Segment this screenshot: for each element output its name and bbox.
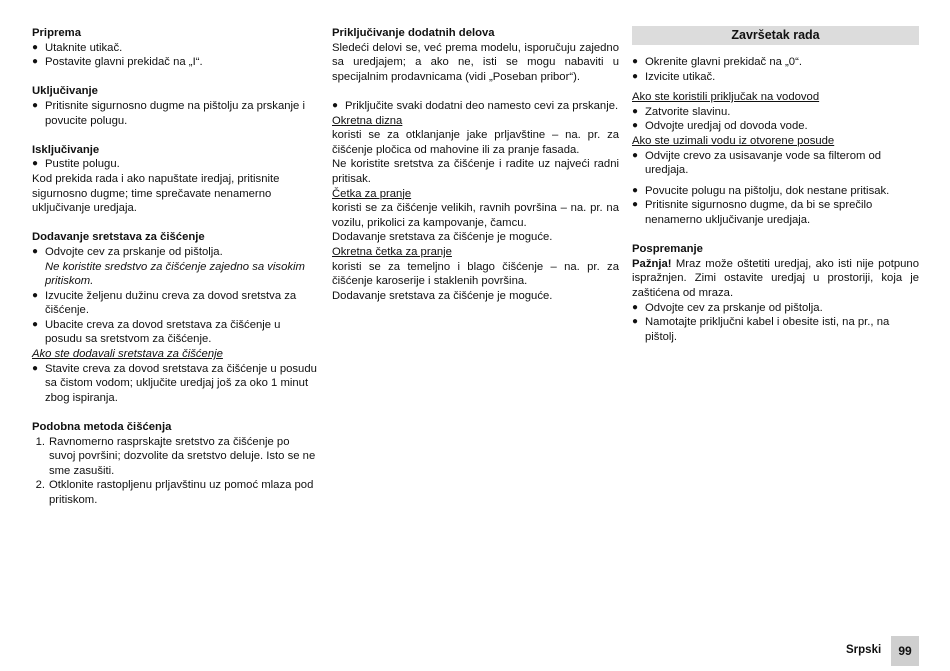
paragraph-iskljucivanje: Kod prekida rada i ako napuštate iredjaj, pritisnite sigurnosno dugme; time sprečavate nenamerno uključivanje uredjaja. xyxy=(32,172,280,215)
page-number: 99 xyxy=(891,636,919,666)
list-item: ● Postavite glavni prekidač na „I“. xyxy=(32,56,203,69)
heading-podobna: Podobna metoda čišćenja xyxy=(32,421,172,434)
bullet-dot-icon: ● xyxy=(632,301,639,313)
list-item: 1. Ravnomerno rasprskajte sretstvo za čišćenje po suvoj površini; dozvolite da sretstvo deluje. Isto se ne sme zasušiti. xyxy=(35,435,316,477)
section-title-zavrsetak: Završetak rada xyxy=(632,26,919,45)
list-item: ● Pustite polugu. xyxy=(32,158,120,171)
list-item: ● Odvojte uredjaj od dovoda vode. xyxy=(632,120,808,133)
paragraph-okretna-cetka-2: Dodavanje sretstava za čišćenje je moguće. xyxy=(332,289,553,302)
list-item: ● Izvucite željenu dužinu creva za dovod sretstva za čišćenje. xyxy=(32,289,297,317)
list-item: ● Odvijte crevo za usisavanje vode sa filterom od uredjaja. xyxy=(632,149,882,177)
paragraph-dizna-2: Ne koristite sretstva za čišćenje i radite uz najveći radni pritisak. xyxy=(332,158,619,185)
list-item: ● Priključite svaki dodatni deo namesto cevi za prskanje. xyxy=(332,99,619,112)
subheading-vodovod: Ako ste koristili priključak na vodovod xyxy=(632,91,820,104)
bullet-dot-icon: ● xyxy=(632,199,639,211)
heading-prikljucivanje: Priključivanje dodatnih delova xyxy=(332,27,495,39)
subheading-okretna-cetka: Okretna četka za pranje xyxy=(332,245,452,258)
list-item: ● Povucite polugu na pištolju, dok nestane pritisak. xyxy=(632,184,890,197)
subheading-dizna: Okretna dizna xyxy=(332,114,403,127)
bullet-dot-icon: ● xyxy=(32,289,39,301)
bullet-dot-icon: ● xyxy=(32,41,39,53)
warning-label: Pažnja! xyxy=(632,257,672,270)
bullet-dot-icon: ● xyxy=(632,70,639,82)
bullet-dot-icon: ● xyxy=(632,184,639,196)
heading-iskljucivanje: Isključivanje xyxy=(32,143,100,156)
bullet-dot-icon: ● xyxy=(632,316,639,328)
subheading-cetka: Četka za pranje xyxy=(332,187,412,200)
column-right xyxy=(632,26,919,344)
heading-pospremanje: Pospremanje xyxy=(632,243,703,256)
bullet-dot-icon: ● xyxy=(632,56,639,67)
list-item: ● Pritisnite sigurnosno dugme na pištolju za prskanje i povucite polugu. xyxy=(32,99,305,127)
heading-dodavanje: Dodavanje sretstava za čišćenje xyxy=(32,231,205,244)
list-item: ● Stavite creva za dovod sretstava za čišćenje u posudu sa čistom vodom; uključite uredjaj još za oko 1 minut zbog ispiranja. xyxy=(32,362,317,404)
paragraph-okretna-cetka-1: koristi se za temeljno i blago čišćenje – na. pr. za čišćenje karoserije i staklenih površina. xyxy=(332,260,619,288)
column-left xyxy=(32,26,317,508)
list-item: ● Odvojte cev za prskanje od pištolja. xyxy=(32,245,223,258)
subheading-posuda: Ako ste uzimali vodu iz otvorene posude xyxy=(632,134,835,147)
bullet-dot-icon: ● xyxy=(632,149,639,161)
bullet-dot-icon: ● xyxy=(632,120,639,132)
note-dodavanje: Ne koristite sredstvo za čišćenje zajedno sa visokim pritiskom. xyxy=(45,260,305,288)
bullet-dot-icon: ● xyxy=(632,105,639,117)
list-item: ● Pritisnite sigurnosno dugme, da bi se sprečilo nenamerno uključivanje uredjaja. xyxy=(632,199,873,226)
paragraph-cetka-2: Dodavanje sretstava za čišćenje je moguće. xyxy=(332,231,553,244)
bullet-dot-icon: ● xyxy=(32,318,39,330)
bullet-dot-icon: ● xyxy=(32,158,39,170)
bullet-dot-icon: ● xyxy=(32,56,39,68)
list-item: ● Odvojte cev za prskanje od pištolja. xyxy=(632,301,823,314)
heading-priprema: Priprema xyxy=(32,27,81,39)
bullet-dot-icon: ● xyxy=(32,362,39,374)
column-middle xyxy=(332,26,619,303)
list-item: ● Izvicite utikač. xyxy=(632,70,716,83)
list-item: ● Ubacite creva za dovod sretstava za čišćenje u posudu sa sretstvom za čišćenje. xyxy=(32,318,281,346)
heading-ukljucivanje: Uključivanje xyxy=(32,85,98,98)
paragraph-dizna-1: koristi se za otklanjanje jake prljavštine – na. pr. za čišćenje pločica od mahovine ili za pranje fasada. xyxy=(332,129,619,156)
footer-language: Srpski xyxy=(846,644,882,656)
list-item: ● Namotajte priključni kabel i obesite isti, na pr., na pištolj. xyxy=(632,316,890,343)
list-item: 2. Otklonite rastopljenu prljavštinu uz pomoć mlaza pod pritiskom. xyxy=(35,479,314,506)
paragraph-cetka-1: koristi se za čišćenje velikih, ravnih površina – na. pr. na vozilu, prikolici za kampovanje, čamcu. xyxy=(332,202,619,229)
subheading-dodavanje: Ako ste dodavali sretstava za čišćenje xyxy=(32,348,223,361)
list-item: ● Okrenite glavni prekidač na „0“. xyxy=(632,56,802,68)
bullet-dot-icon: ● xyxy=(332,99,339,111)
paragraph-warning: Pažnja! Mraz može oštetiti uredjaj, ako isti nije potpuno ispražnjen. Zimi ostavite uredjaj u prostoriji, koja je zaštićena od mraza. xyxy=(632,257,919,299)
list-item: ● Zatvorite slavinu. xyxy=(632,105,731,118)
list-item: ● Utaknite utikač. xyxy=(32,41,123,54)
bullet-dot-icon: ● xyxy=(32,99,39,111)
paragraph-intro: Sledeći delovi se, već prema modelu, isporučuju zajedno sa uredjajem; a ako ne, isti se mogu nabaviti u specijalnim prodavnicama (vidi „Poseban pribor“). xyxy=(332,41,619,83)
bullet-dot-icon: ● xyxy=(32,245,39,257)
